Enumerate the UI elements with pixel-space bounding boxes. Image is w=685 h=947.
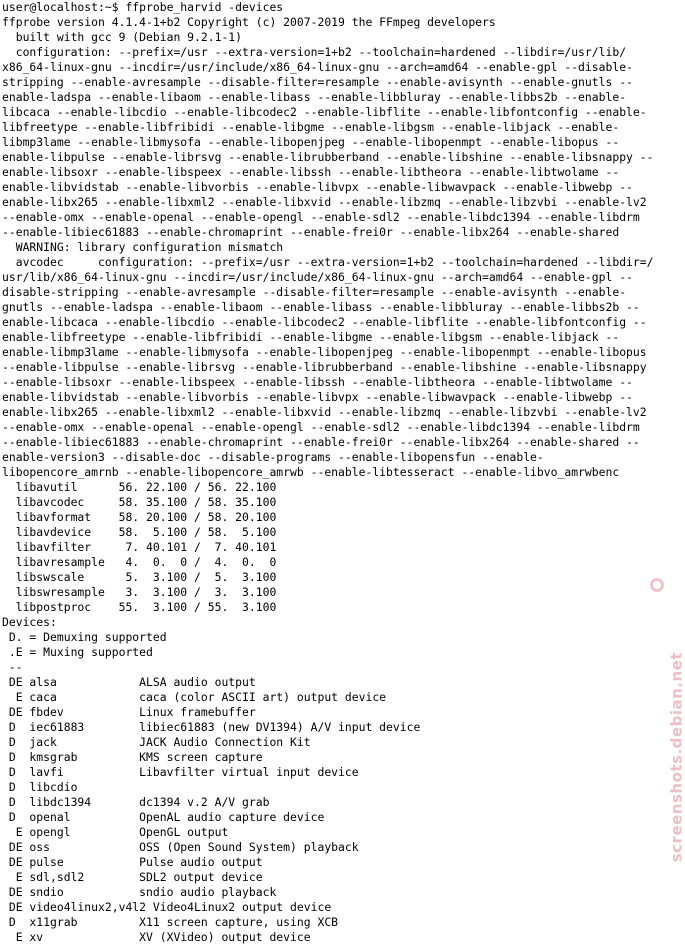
terminal-line: DE oss OSS (Open Sound System) playback: [2, 840, 359, 854]
terminal-line: DE sndio sndio audio playback: [2, 885, 277, 899]
terminal-line: enable-libcaca --enable-libcdio --enable-libcodec2 --enable-libflite --enable-libfontconfig --: [2, 315, 647, 329]
terminal-line: enable-libvidstab --enable-libvorbis --enable-libvpx --enable-libwavpack --enable-libwebp --: [2, 390, 633, 404]
terminal-line: libopencore_amrnb --enable-libopencore_amrwb --enable-libtesseract --enable-libvo_amrwbenc: [2, 465, 620, 479]
terminal-line: D x11grab X11 screen capture, using XCB: [2, 915, 339, 929]
terminal-line: D jack JACK Audio Connection Kit: [2, 735, 311, 749]
terminal-line: D openal OpenAL audio capture device: [2, 810, 325, 824]
terminal-line: WARNING: library configuration mismatch: [2, 240, 284, 254]
terminal-line: E sdl,sdl2 SDL2 output device: [2, 870, 263, 884]
terminal-line: D libdc1394 dc1394 v.2 A/V grab: [2, 795, 270, 809]
terminal-line: D. = Demuxing supported: [2, 630, 167, 644]
terminal-line: --enable-libpulse --enable-librsvg --enable-librubberband --enable-libshine --enable-libsnappy: [2, 360, 647, 374]
terminal-line: avcodec configuration: --prefix=/usr --extra-version=1+b2 --toolchain=hardened --libdir=/: [2, 255, 654, 269]
terminal-line: E caca caca (color ASCII art) output device: [2, 690, 387, 704]
terminal-line: enable-version3 --disable-doc --disable-programs --enable-libopensfun --enable-: [2, 450, 544, 464]
terminal-line: --: [2, 660, 23, 674]
terminal-line: Devices:: [2, 615, 57, 629]
terminal-line: DE alsa ALSA audio output: [2, 675, 256, 689]
terminal-line: D lavfi Libavfilter virtual input device: [2, 765, 359, 779]
terminal-line: D kmsgrab KMS screen capture: [2, 750, 263, 764]
terminal-line: --enable-omx --enable-openal --enable-opengl --enable-sdl2 --enable-libdc1394 --enable-libdrm: [2, 420, 640, 434]
terminal-line: x86_64-linux-gnu --incdir=/usr/include/x86_64-linux-gnu --arch=amd64 --enable-gpl --disable-: [2, 60, 633, 74]
terminal-line: libavfilter 7. 40.101 / 7. 40.101: [2, 540, 277, 554]
terminal-line: libpostproc 55. 3.100 / 55. 3.100: [2, 600, 277, 614]
terminal-line: enable-libpulse --enable-librsvg --enable-librubberband --enable-libshine --enable-libsnappy --: [2, 150, 654, 164]
terminal-line: built with gcc 9 (Debian 9.2.1-1): [2, 30, 243, 44]
terminal-line: enable-libsoxr --enable-libspeex --enable-libssh --enable-libtheora --enable-libtwolame --: [2, 165, 620, 179]
terminal-line: E xv XV (XVideo) output device: [2, 930, 311, 944]
terminal-line: enable-ladspa --enable-libaom --enable-libass --enable-libbluray --enable-libbs2b --enable-: [2, 90, 627, 104]
terminal-line: D iec61883 libiec61883 (new DV1394) A/V input device: [2, 720, 421, 734]
terminal-line: libmp3lame --enable-libmysofa --enable-libopenjpeg --enable-libopenmpt --enable-libopus --: [2, 135, 620, 149]
terminal-line: DE video4linux2,v4l2 Video4Linux2 output device: [2, 900, 332, 914]
terminal-line: D libcdio: [2, 780, 78, 794]
terminal-line: --enable-libiec61883 --enable-chromaprint --enable-frei0r --enable-libx264 --enable-shared: [2, 225, 620, 239]
terminal-line: libfreetype --enable-libfribidi --enable-libgme --enable-libgsm --enable-libjack --enable-: [2, 120, 620, 134]
terminal-line: DE fbdev Linux framebuffer: [2, 705, 256, 719]
terminal-line: gnutls --enable-ladspa --enable-libaom --enable-libass --enable-libbluray --enable-libbs2b --: [2, 300, 640, 314]
terminal-line: enable-libvidstab --enable-libvorbis --enable-libvpx --enable-libwavpack --enable-libwebp --: [2, 180, 633, 194]
terminal-line: libcaca --enable-libcdio --enable-libcodec2 --enable-libflite --enable-libfontconfig --enable-: [2, 105, 647, 119]
terminal-line: disable-stripping --enable-avresample --disable-filter=resample --enable-avisynth --enable-: [2, 285, 627, 299]
command-prompt-line: user@localhost:~$ ffprobe_harvid -devices: [2, 0, 284, 14]
terminal-line: configuration: --prefix=/usr --extra-version=1+b2 --toolchain=hardened --libdir=/usr/lib/: [2, 45, 627, 59]
terminal-line: libswscale 5. 3.100 / 5. 3.100: [2, 570, 277, 584]
terminal-line: --enable-omx --enable-openal --enable-opengl --enable-sdl2 --enable-libdc1394 --enable-libdrm: [2, 210, 640, 224]
terminal-line: .E = Muxing supported: [2, 645, 153, 659]
terminal-line: libavdevice 58. 5.100 / 58. 5.100: [2, 525, 277, 539]
terminal-line: stripping --enable-avresample --disable-filter=resample --enable-avisynth --enable-gnutls --: [2, 75, 633, 89]
terminal-line: usr/lib/x86_64-linux-gnu --incdir=/usr/include/x86_64-linux-gnu --arch=amd64 --enable-gpl --: [2, 270, 633, 284]
terminal-line: DE pulse Pulse audio output: [2, 855, 263, 869]
terminal-line: libavcodec 58. 35.100 / 58. 35.100: [2, 495, 277, 509]
terminal-line: libavformat 58. 20.100 / 58. 20.100: [2, 510, 277, 524]
terminal-line: --enable-libsoxr --enable-libspeex --enable-libssh --enable-libtheora --enable-libtwolame --: [2, 375, 633, 389]
watermark-text: screenshots.debian.net: [667, 652, 685, 863]
terminal-line: enable-libx265 --enable-libxml2 --enable-libxvid --enable-libzmq --enable-libzvbi --enable-lv2: [2, 405, 647, 419]
terminal-line: libavutil 56. 22.100 / 56. 22.100: [2, 480, 277, 494]
terminal-line: --enable-libiec61883 --enable-chromaprint --enable-frei0r --enable-libx264 --enable-shared --: [2, 435, 640, 449]
terminal-line: enable-libx265 --enable-libxml2 --enable-libxvid --enable-libzmq --enable-libzvbi --enable-lv2: [2, 195, 647, 209]
terminal-line: ffprobe version 4.1.4-1+b2 Copyright (c) 2007-2019 the FFmpeg developers: [2, 15, 496, 29]
terminal-line: libavresample 4. 0. 0 / 4. 0. 0: [2, 555, 277, 569]
watermark-logo-icon: [650, 578, 664, 592]
terminal-line: enable-libmp3lame --enable-libmysofa --enable-libopenjpeg --enable-libopenmpt --enable-libopus: [2, 345, 647, 359]
terminal-line: libswresample 3. 3.100 / 3. 3.100: [2, 585, 277, 599]
terminal-line: E opengl OpenGL output: [2, 825, 229, 839]
terminal-line: enable-libfreetype --enable-libfribidi --enable-libgme --enable-libgsm --enable-libjack --: [2, 330, 620, 344]
